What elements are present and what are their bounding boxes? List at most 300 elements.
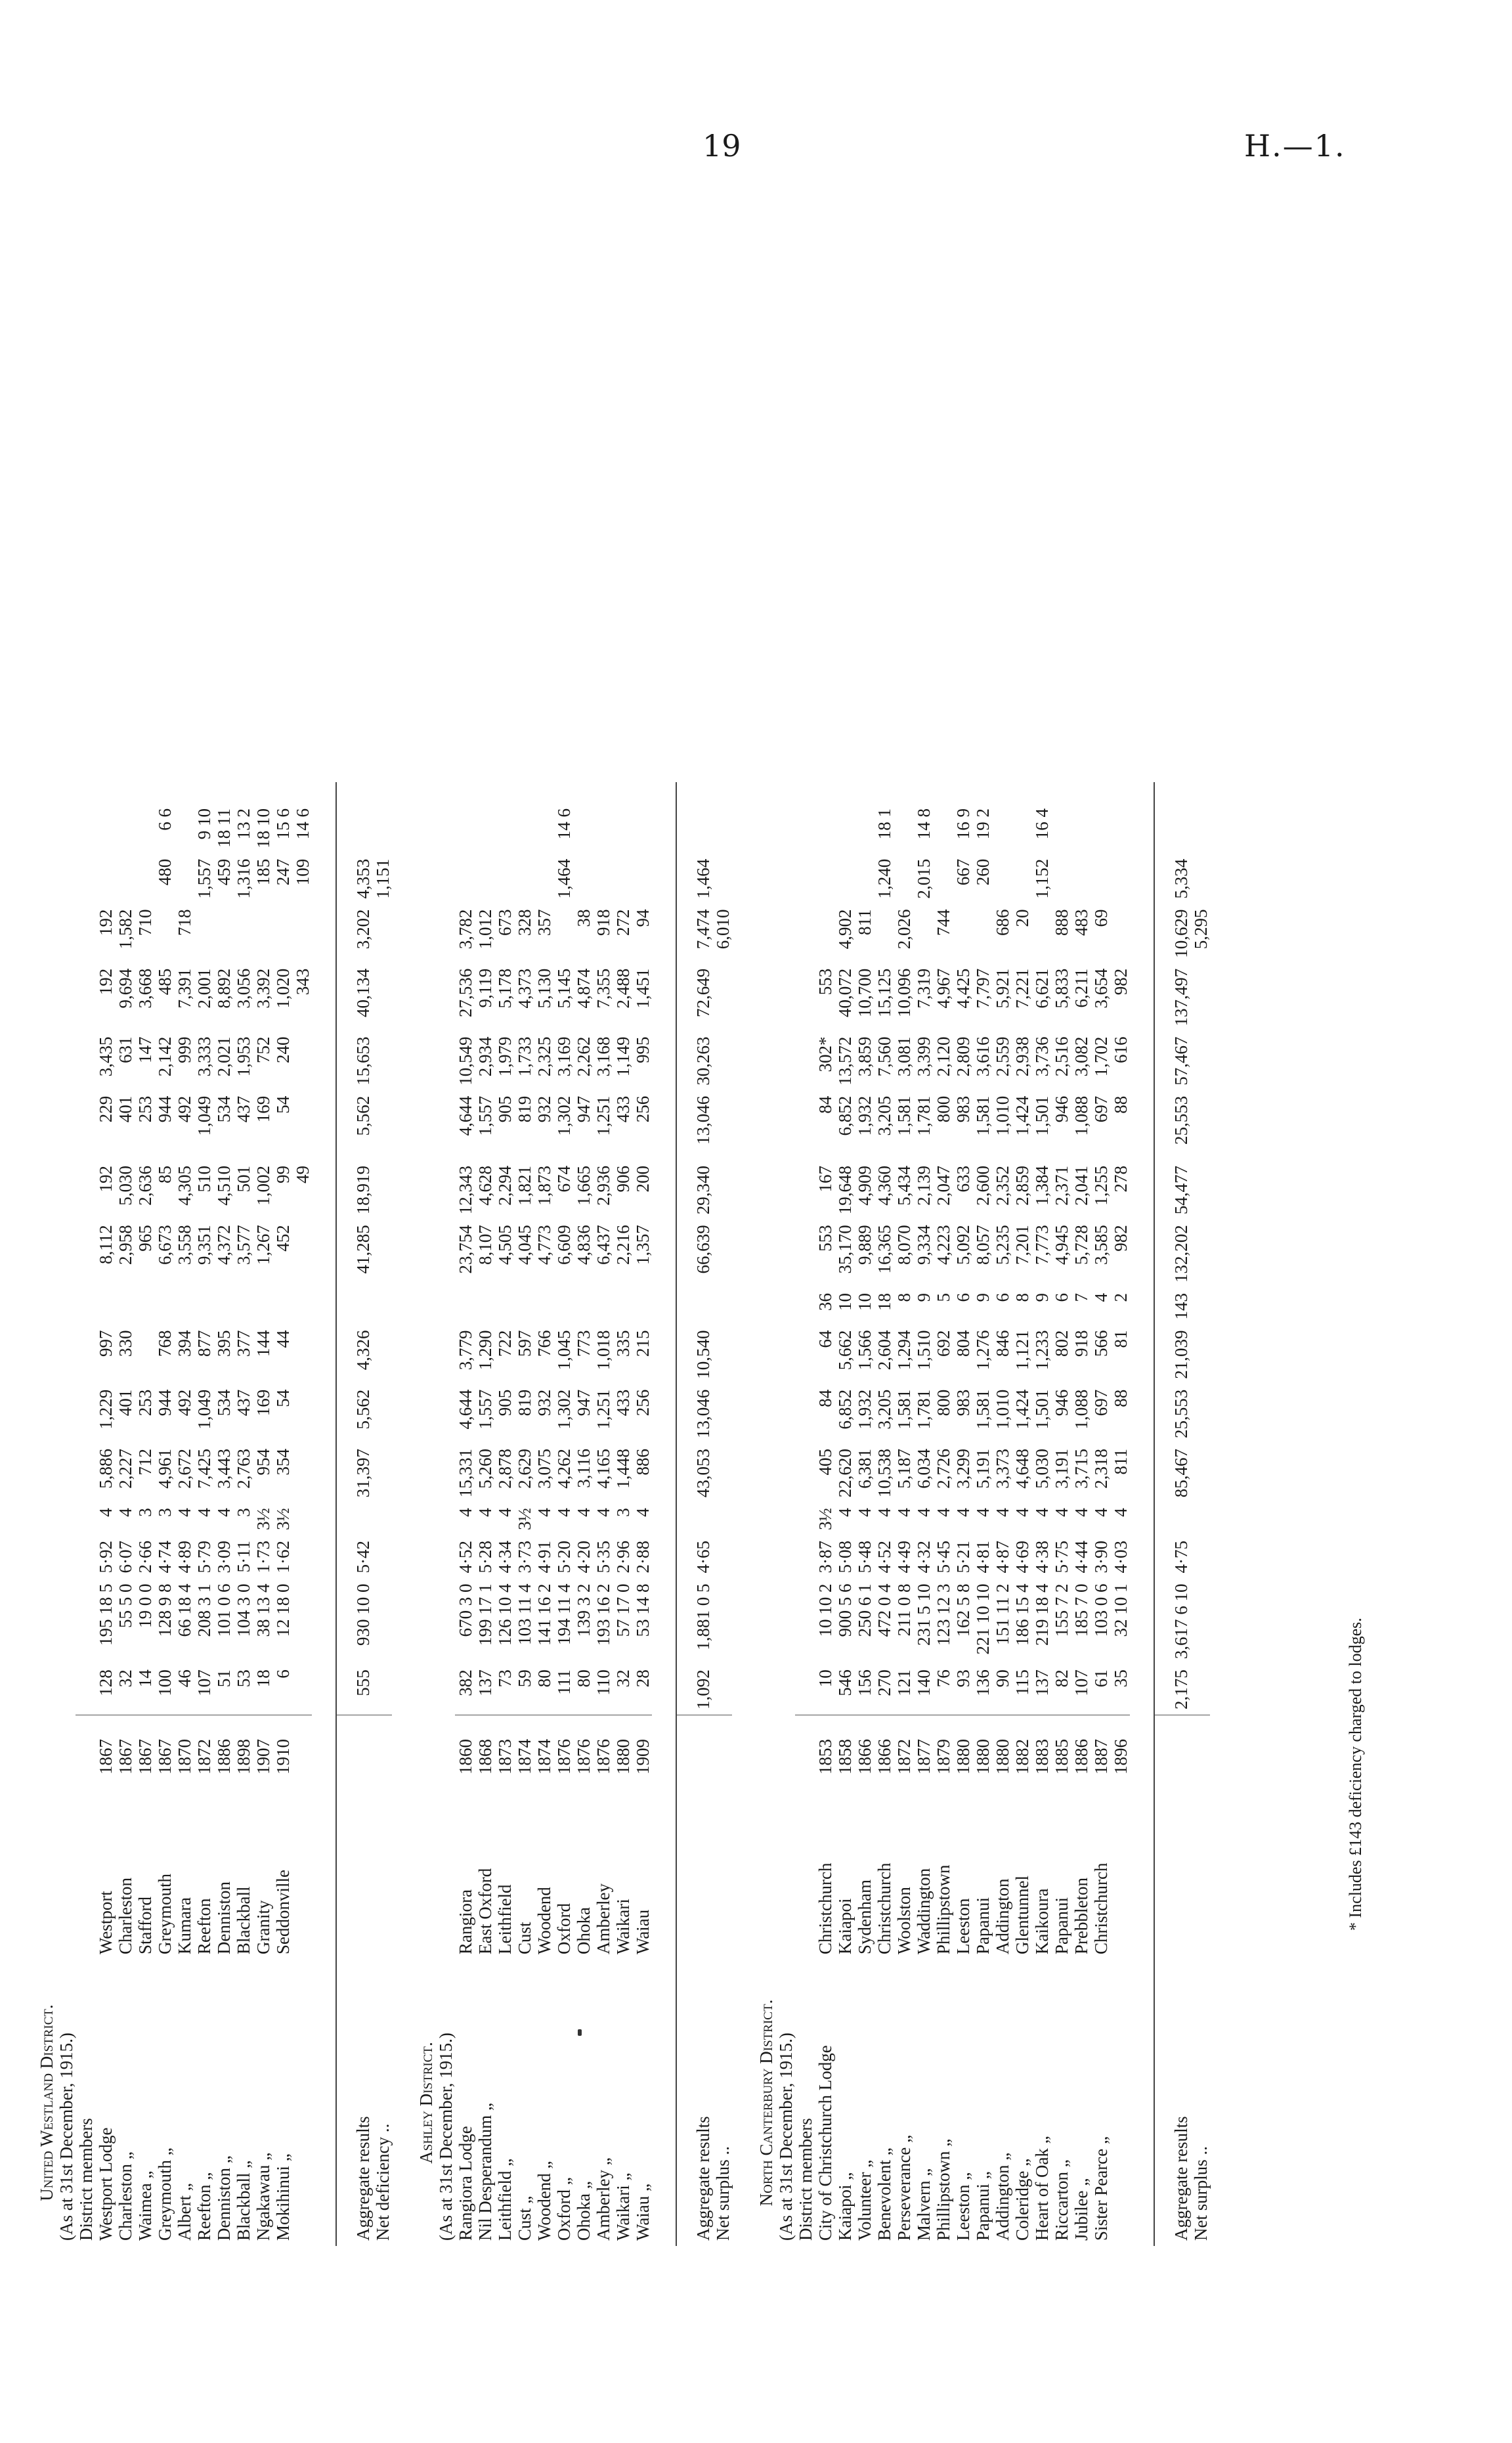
value-cell: 886: [633, 1449, 653, 1476]
value-cell: 1,566: [855, 1330, 875, 1371]
value-cell: 35,170: [835, 1225, 855, 1274]
value-cell: 192: [96, 909, 116, 936]
section-subheading-row: [775, 782, 795, 2246]
value-cell: 2,294: [495, 1166, 515, 1206]
net-value: [372, 1535, 392, 1579]
value-cell: 1,781: [914, 1389, 934, 1430]
aggregate-value: 21,039: [1154, 1325, 1190, 1384]
value-cell: [874, 904, 894, 963]
value-cell: [1051, 793, 1071, 803]
spacer-row: [652, 782, 676, 2246]
lodge-year: 1876: [574, 1739, 594, 1774]
value-cell: 752: [253, 1036, 273, 1063]
value-cell: 4: [175, 1508, 194, 1517]
value-cell: 1,979: [495, 1036, 515, 1077]
value-cell: 7: [1071, 1293, 1091, 1302]
value-cell: 4,967: [934, 968, 953, 1009]
value-cell: 1,448: [613, 1449, 633, 1489]
value-cell: 3,585: [1091, 1225, 1111, 1265]
value-cell: 4·03: [1111, 1541, 1131, 1574]
value-cell: 485: [155, 968, 175, 996]
value-cell: 7,797: [973, 968, 993, 1009]
value-cell: [573, 1150, 593, 1160]
aggregate-town: [1154, 1798, 1190, 1960]
value-cell: 4,373: [515, 968, 534, 1009]
lodge-year: [795, 1715, 815, 1799]
lodge-town: Kumara: [175, 1897, 194, 1954]
value-cell: 103 0 6: [1091, 1583, 1111, 1637]
value-cell: [95, 793, 115, 803]
value-cell: 4,425: [953, 968, 973, 1009]
value-cell: 5·20: [554, 1541, 574, 1574]
value-cell: 472 0 4: [875, 1583, 894, 1637]
value-cell: 13,572: [835, 1036, 855, 1086]
value-cell: [76, 963, 95, 1032]
value-cell: 932: [534, 1095, 554, 1123]
value-cell: 5,235: [993, 1225, 1012, 1265]
value-cell: [494, 803, 514, 854]
value-cell: 5·21: [953, 1541, 973, 1574]
value-cell: 5·28: [475, 1541, 495, 1574]
value-cell: 6,381: [855, 1449, 875, 1489]
value-cell: [292, 1664, 312, 1715]
value-cell: 9,334: [914, 1225, 934, 1265]
value-cell: 9,694: [116, 968, 135, 1009]
value-cell: 6,211: [1071, 968, 1091, 1008]
lodge-town: [76, 1798, 95, 1960]
lodge-name: Reefton „: [194, 2172, 214, 2241]
value-cell: 4,773: [534, 1225, 554, 1265]
value-cell: [194, 782, 213, 793]
value-cell: 433: [613, 1095, 633, 1123]
value-cell: 2,001: [194, 968, 214, 1009]
value-cell: 3,116: [574, 1449, 594, 1488]
value-cell: 1,557: [475, 1095, 495, 1136]
value-cell: 3½: [253, 1508, 273, 1530]
value-cell: 2,938: [1012, 1036, 1032, 1077]
lodge-name: District members: [796, 2118, 815, 2241]
value-cell: 944: [155, 1095, 175, 1123]
value-cell: 4·81: [973, 1541, 993, 1574]
value-cell: 768: [155, 1330, 175, 1357]
value-cell: 156: [854, 1664, 874, 1715]
value-cell: 3,205: [875, 1095, 894, 1136]
value-cell: 3½: [815, 1508, 835, 1530]
value-cell: 667: [953, 858, 973, 886]
value-cell: [272, 793, 292, 803]
aggregate-value: [1154, 782, 1190, 793]
value-cell: 4: [855, 1508, 875, 1517]
lodge-town: Sydenham: [855, 1880, 875, 1954]
lodge-town: Addington: [993, 1878, 1012, 1954]
value-cell: [613, 1288, 632, 1325]
value-cell: 256: [633, 1095, 653, 1123]
value-cell: 3,577: [234, 1225, 253, 1265]
value-cell: 2,021: [214, 1036, 234, 1077]
aggregate-label: Aggregate results: [676, 1960, 712, 2246]
value-cell: 2,629: [515, 1449, 534, 1489]
value-cell: [95, 1150, 115, 1160]
net-value: [1190, 1579, 1210, 1665]
value-cell: [1110, 782, 1130, 793]
value-cell: [1031, 1150, 1051, 1160]
aggregate-value: 1,464: [676, 854, 712, 904]
value-cell: 377: [234, 1330, 253, 1357]
net-value: [1190, 1664, 1210, 1715]
value-cell: 4: [1091, 1293, 1111, 1302]
aggregate-year: [336, 1715, 372, 1799]
value-cell: [613, 793, 632, 803]
value-cell: 103 11 4: [515, 1583, 534, 1645]
lodge-name: Ohoka „: [574, 2181, 594, 2241]
value-cell: 155 7 2: [1052, 1583, 1071, 1637]
aggregate-value: 66,639: [676, 1220, 712, 1288]
value-cell: [1110, 803, 1130, 854]
value-cell: 32: [613, 1664, 632, 1715]
value-cell: [292, 1384, 312, 1443]
value-cell: [894, 854, 913, 904]
value-cell: 147: [135, 1036, 155, 1063]
lodge-year: 1879: [934, 1739, 953, 1774]
value-cell: 5: [934, 1293, 953, 1302]
value-cell: [194, 1288, 213, 1325]
value-cell: 2,139: [914, 1166, 934, 1206]
lodge-name: Ngakawau „: [253, 2152, 273, 2241]
value-cell: [253, 793, 272, 803]
value-cell: 697: [1091, 1095, 1111, 1123]
value-cell: 10,538: [875, 1449, 894, 1498]
value-cell: [1071, 854, 1091, 904]
table-row: [913, 782, 933, 2246]
value-cell: 1,088: [1071, 1389, 1091, 1430]
net-value: [712, 1443, 732, 1503]
value-cell: [593, 803, 613, 854]
aggregate-value: [676, 1288, 712, 1325]
value-cell: 944: [155, 1389, 175, 1417]
value-cell: 5·92: [96, 1541, 116, 1574]
table-row: [1071, 782, 1091, 2246]
value-cell: [593, 793, 613, 803]
value-cell: 109: [293, 858, 313, 886]
page-number: 19: [702, 128, 741, 164]
value-cell: 193 16 2: [594, 1583, 613, 1646]
value-cell: [494, 1150, 514, 1160]
value-cell: 4: [953, 1508, 973, 1517]
value-cell: 5,187: [894, 1449, 914, 1489]
value-cell: [135, 782, 154, 793]
value-cell: 954: [253, 1449, 273, 1476]
value-cell: [272, 904, 292, 963]
value-cell: 3½: [273, 1508, 293, 1530]
value-cell: 459: [214, 858, 234, 886]
net-row: [712, 782, 732, 2246]
net-value: 5,295: [1191, 909, 1211, 950]
value-cell: 597: [515, 1330, 534, 1357]
value-cell: 3,075: [534, 1449, 554, 1489]
lodge-name: Cust „: [515, 2195, 534, 2241]
value-cell: [455, 803, 475, 854]
lodge-town: Prebbleton: [1071, 1878, 1091, 1954]
value-cell: 1,255: [1091, 1166, 1111, 1206]
value-cell: 947: [574, 1389, 594, 1417]
table-row: [213, 782, 233, 2246]
net-value: [1190, 1384, 1210, 1443]
value-cell: 22,620: [835, 1449, 855, 1498]
value-cell: [1071, 803, 1091, 854]
table-row: [253, 782, 272, 2246]
aggregate-value: 2,175: [1154, 1664, 1190, 1715]
value-cell: [854, 782, 874, 793]
lodge-year: [292, 1715, 312, 1799]
spacer-cell: [1210, 1960, 1234, 2246]
value-cell: [795, 1503, 815, 1535]
lodge-town: Blackball: [234, 1886, 253, 1954]
value-cell: [933, 782, 953, 793]
value-cell: [795, 1443, 815, 1503]
value-cell: [992, 782, 1012, 793]
value-cell: 10,549: [456, 1036, 475, 1086]
value-cell: 10,700: [855, 968, 875, 1017]
value-cell: 5·48: [855, 1541, 875, 1574]
lodge-town: Reefton: [194, 1898, 214, 1954]
value-cell: 4,648: [1012, 1449, 1032, 1489]
lodge-town: Kaikoura: [1032, 1888, 1052, 1954]
value-cell: 64: [815, 1330, 835, 1348]
value-cell: 997: [96, 1330, 116, 1357]
value-cell: 9: [973, 1293, 993, 1302]
value-cell: 4·34: [495, 1541, 515, 1574]
net-year: [1190, 1715, 1210, 1799]
value-cell: 80: [534, 1664, 553, 1715]
value-cell: [972, 793, 992, 803]
value-cell: 55 5 0: [116, 1583, 135, 1628]
value-cell: [573, 782, 593, 793]
value-cell: 2,859: [1012, 1166, 1032, 1206]
value-cell: 616: [1111, 1036, 1131, 1063]
value-cell: [632, 854, 652, 904]
value-cell: [553, 1150, 573, 1160]
aggregate-value: [676, 793, 712, 803]
value-cell: 1,018: [594, 1330, 613, 1371]
aggregate-value: [336, 782, 372, 793]
value-cell: 10: [855, 1293, 875, 1311]
value-cell: [475, 803, 494, 854]
lodge-name: Amberley „: [594, 2157, 613, 2241]
value-cell: 5·79: [194, 1541, 214, 1574]
value-cell: 5,728: [1071, 1225, 1091, 1265]
lodge-town: Kaiapoi: [835, 1898, 855, 1954]
net-value: [372, 782, 392, 793]
aggregate-value: 132,202: [1154, 1220, 1190, 1288]
aggregate-value: 137,497: [1154, 963, 1190, 1032]
value-cell: 93: [953, 1664, 972, 1715]
net-value: [372, 1032, 392, 1091]
value-cell: [292, 1091, 312, 1150]
value-cell: 128 9 8: [155, 1583, 175, 1637]
value-cell: [795, 1535, 815, 1579]
value-cell: 697: [1091, 1389, 1111, 1417]
value-cell: [76, 793, 95, 803]
value-cell: [233, 782, 253, 793]
value-cell: 3,859: [855, 1036, 875, 1077]
section-heading: United Westland District.: [37, 2004, 56, 2201]
value-cell: 4: [116, 1508, 135, 1517]
net-value: [372, 1325, 392, 1384]
net-value: [712, 782, 732, 793]
value-cell: 2,352: [993, 1166, 1012, 1206]
value-cell: [913, 793, 933, 803]
net-value: [712, 1664, 732, 1715]
aggregate-value: [676, 1503, 712, 1535]
value-cell: 2,318: [1091, 1449, 1111, 1489]
table-row: [76, 782, 95, 2246]
net-value: [1190, 854, 1210, 904]
value-cell: 692: [934, 1330, 953, 1357]
value-cell: [933, 803, 953, 854]
lodge-year: 1853: [815, 1739, 835, 1774]
value-cell: [253, 1288, 272, 1325]
net-value: [1190, 793, 1210, 803]
value-cell: 1,953: [234, 1036, 253, 1077]
net-value: 1,151: [373, 858, 393, 899]
value-cell: 2,809: [953, 1036, 973, 1077]
value-cell: [834, 793, 854, 803]
value-cell: 1,149: [613, 1036, 633, 1077]
value-cell: 1,251: [594, 1389, 613, 1430]
value-cell: 2·96: [613, 1541, 633, 1574]
value-cell: 1,229: [96, 1389, 116, 1430]
value-cell: 3,736: [1032, 1036, 1052, 1077]
value-cell: 5·11: [234, 1541, 253, 1573]
value-cell: [76, 1535, 95, 1579]
value-cell: 14 8: [914, 808, 934, 840]
net-row: [1190, 782, 1210, 2246]
net-value: [372, 1579, 392, 1665]
value-cell: [174, 854, 194, 904]
value-cell: 4: [1052, 1508, 1071, 1517]
value-cell: [534, 1288, 553, 1325]
table-row: [815, 782, 834, 2246]
value-cell: 1,240: [875, 858, 894, 899]
value-cell: 36: [815, 1293, 835, 1311]
aggregate-value: 10,540: [676, 1325, 712, 1384]
value-cell: 686: [993, 909, 1012, 936]
value-cell: 1,510: [914, 1330, 934, 1371]
value-cell: [894, 1150, 913, 1160]
value-cell: 5,178: [495, 968, 515, 1009]
value-cell: 3,668: [135, 968, 155, 1009]
lodge-town: Seddonville: [273, 1870, 293, 1954]
value-cell: 4,945: [1052, 1225, 1071, 1265]
table-row: [613, 782, 632, 2246]
value-cell: [253, 1150, 272, 1160]
aggregate-row: [336, 782, 372, 2246]
value-cell: [115, 854, 135, 904]
value-cell: 4: [594, 1508, 613, 1517]
table-row: [834, 782, 854, 2246]
lodge-town: Waiau: [633, 1909, 653, 1954]
value-cell: [272, 1150, 292, 1160]
value-cell: 2,488: [613, 968, 633, 1009]
value-cell: 5,886: [96, 1449, 116, 1489]
aggregate-value: 29,340: [676, 1160, 712, 1220]
value-cell: 7,560: [875, 1036, 894, 1077]
value-cell: 4,510: [214, 1166, 234, 1206]
value-cell: 819: [515, 1389, 534, 1417]
value-cell: [933, 793, 953, 803]
value-cell: 76: [933, 1664, 953, 1715]
lodge-year: 1896: [1111, 1739, 1131, 1774]
net-value: [372, 1384, 392, 1443]
value-cell: 566: [1091, 1330, 1111, 1357]
aggregate-value: 4·65: [676, 1535, 712, 1579]
value-cell: 18: [253, 1664, 272, 1715]
value-cell: 278: [1111, 1166, 1131, 1193]
lodge-year: 1868: [475, 1739, 495, 1774]
value-cell: 19,648: [835, 1166, 855, 1215]
value-cell: 16 4: [1032, 808, 1052, 840]
value-cell: 905: [495, 1389, 515, 1417]
aggregate-value: 15,653: [336, 1032, 372, 1091]
lodge-name: Coleridge „: [1012, 2158, 1032, 2241]
value-cell: [1110, 904, 1130, 963]
lodge-name: Heart of Oak „: [1032, 2136, 1052, 2241]
aggregate-value: 930 10 0: [336, 1579, 372, 1665]
value-cell: 247: [273, 858, 293, 886]
value-cell: 1,581: [973, 1095, 993, 1136]
aggregate-value: 30,263: [676, 1032, 712, 1091]
table-row: [534, 782, 553, 2246]
net-value: [712, 1160, 732, 1220]
value-cell: 2,726: [934, 1449, 953, 1489]
lodge-year: 1882: [1012, 1739, 1032, 1774]
aggregate-value: [1154, 793, 1190, 803]
value-cell: [1110, 854, 1130, 904]
lodge-year: 1866: [875, 1739, 894, 1774]
aggregate-value: 54,477: [1154, 1160, 1190, 1220]
value-cell: [115, 1288, 135, 1325]
value-cell: 2,015: [914, 858, 934, 899]
value-cell: 401: [116, 1095, 135, 1123]
lodge-year: 1867: [96, 1739, 116, 1774]
value-cell: 343: [293, 968, 313, 996]
value-cell: [253, 904, 272, 963]
value-cell: 3,205: [875, 1389, 894, 1430]
value-cell: [194, 793, 213, 803]
aggregate-value: [336, 1288, 372, 1325]
value-cell: 211 0 8: [894, 1583, 914, 1637]
value-cell: 4,262: [554, 1449, 574, 1489]
net-year: [712, 1715, 732, 1799]
value-cell: 3,616: [973, 1036, 993, 1077]
lodge-name: Malvern „: [914, 2168, 934, 2241]
lodge-name: Mokihinui „: [273, 2153, 293, 2241]
value-cell: [992, 854, 1012, 904]
value-cell: 5,092: [953, 1225, 973, 1265]
aggregate-label: Aggregate results: [336, 1960, 372, 2246]
value-cell: 81: [1111, 1330, 1131, 1348]
value-cell: 1,702: [1091, 1036, 1111, 1077]
value-cell: 3: [135, 1508, 155, 1517]
value-cell: [76, 1091, 95, 1150]
value-cell: 2,604: [875, 1330, 894, 1371]
value-cell: [475, 854, 494, 904]
table-row: [292, 782, 312, 2246]
value-cell: [1051, 782, 1071, 793]
value-cell: 137: [1031, 1664, 1051, 1715]
table-row: [972, 782, 992, 2246]
value-cell: [95, 803, 115, 854]
